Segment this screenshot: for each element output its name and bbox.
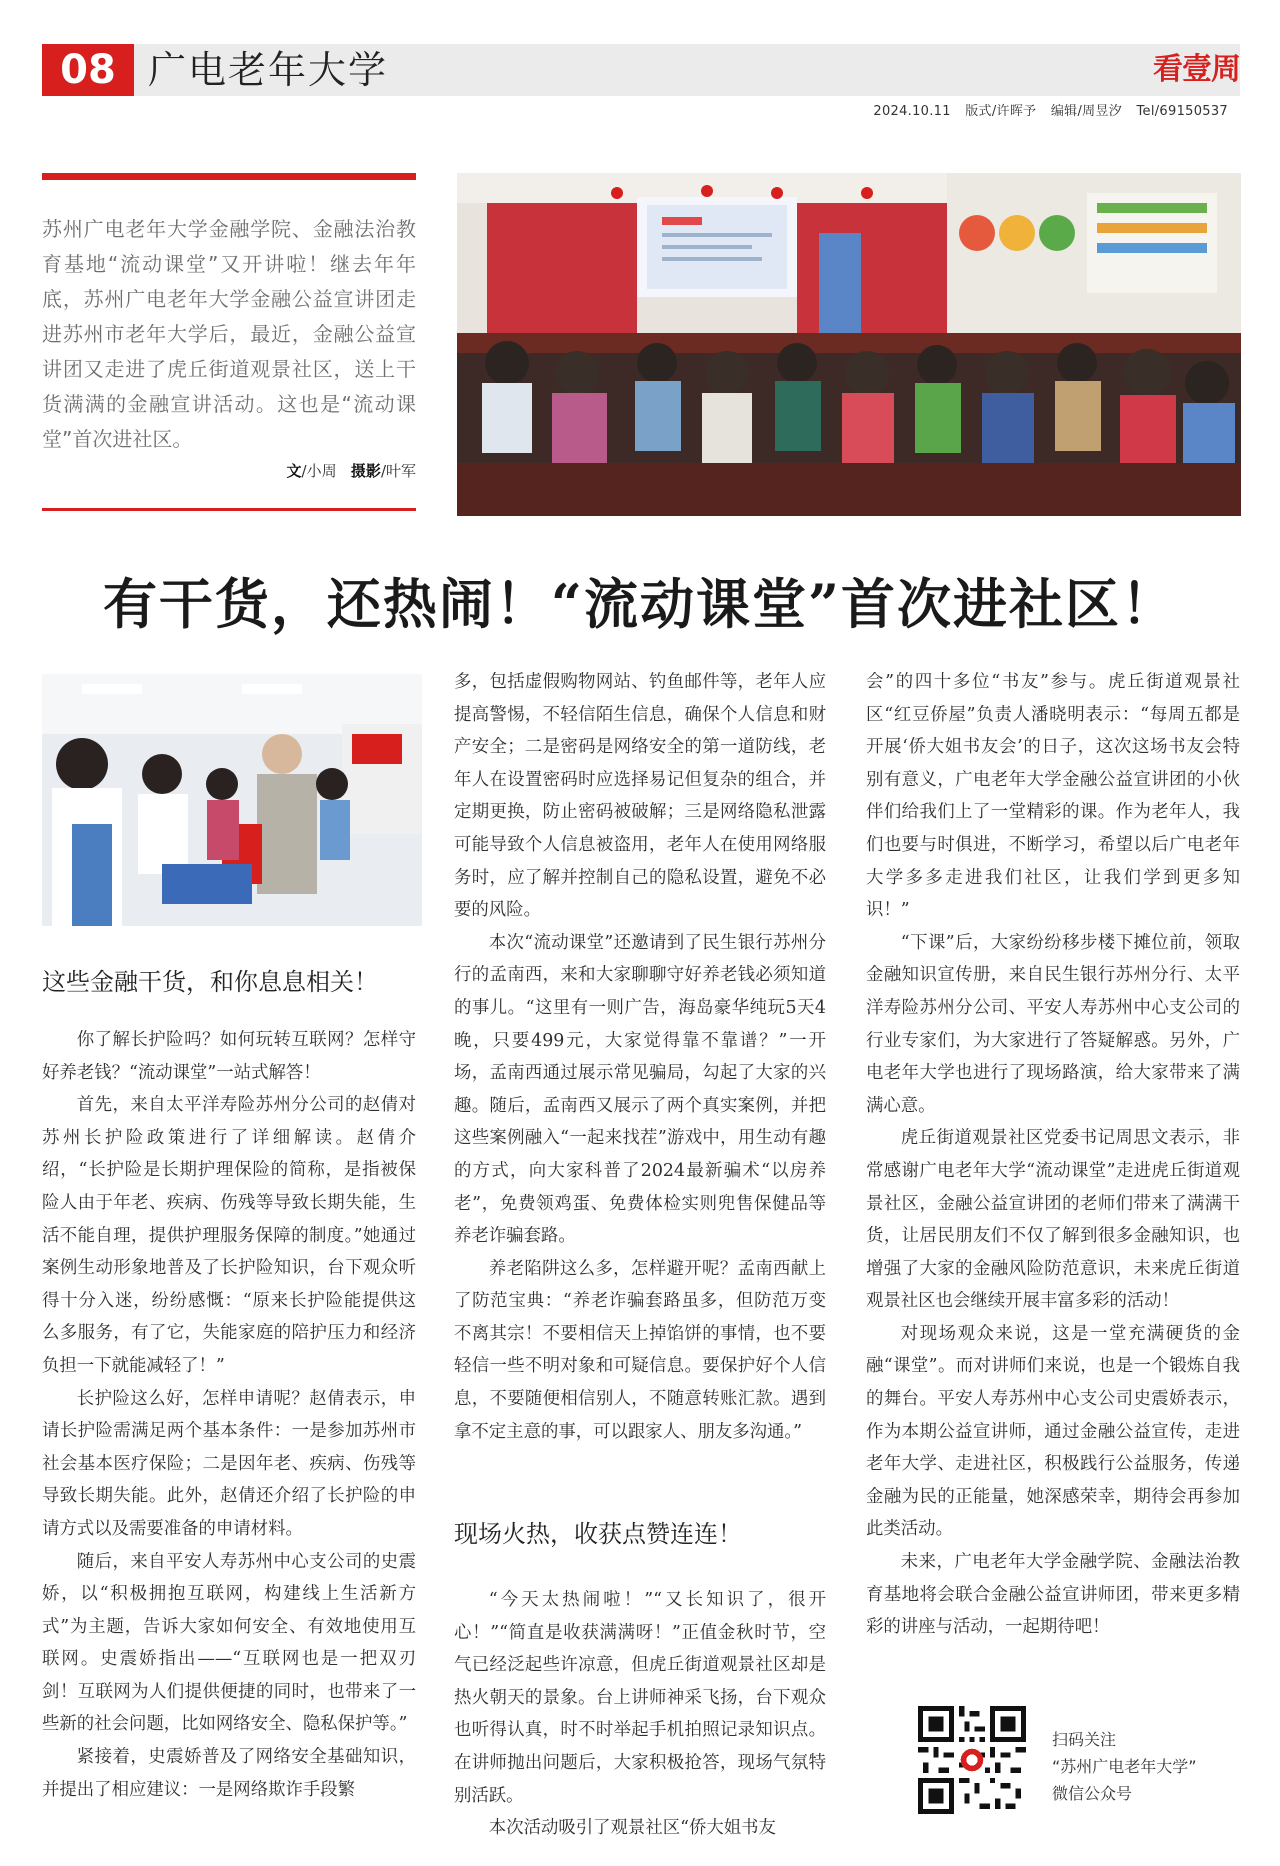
byline-text-name: /小周: [301, 462, 337, 480]
paragraph: 本次“流动课堂”还邀请到了民生银行苏州分行的孟南西，来和大家聊聊守好养老钱必须知道的事儿。“这里有一则广告，海岛豪华纯玩5天4晚，只要499元，大家觉得靠不靠谱？”一开场，孟南西通过展示常见骗局，勾起了大家的兴趣。随后，孟南西又展示了两个真实案例，并把这些案例融入“一起来找茬”游戏中，用生动有趣的方式，向大家科普了2024最新骗术“以房养老”，免费领鸡蛋、免费体检实则兜售保健品等养老诈骗套路。: [454, 932, 826, 1247]
qr-code[interactable]: [918, 1706, 1026, 1814]
paragraph: 多，包括虚假购物网站、钓鱼邮件等，老年人应提高警惕，不轻信陌生信息，确保个人信息和财产安全；二是密码是网络安全的第一道防线，老年人在设置密码时应选择易记但复杂的组合，并定期更换，防止密码被破解；三是网络隐私泄露可能导致个人信息被盗用，老年人在使用网络服务时，应了解并控制自己的隐私设置，避免不必要的风险。: [454, 672, 826, 921]
issue-date: 2024.10.11: [873, 104, 951, 119]
booth-photo: [42, 674, 422, 926]
section1-heading: 这些金融干货，和你息息相关！: [42, 968, 378, 996]
byline-photo-label: 摄影: [350, 462, 381, 480]
page-number: 08: [42, 44, 134, 96]
paragraph: “下课”后，大家纷纷移步楼下摊位前，领取金融知识宣传册，来自民生银行苏州分行、太平洋寿险苏州分公司、平安人寿苏州中心支公司的行业专家们，为大家进行了答疑解惑。另外，广电老年大学也进行了现场路演，给大家带来了满满心意。: [866, 932, 1240, 1116]
telephone: Tel/69150537: [1136, 104, 1228, 119]
paragraph: 紧接着，史震娇普及了网络安全基础知识，并提出了相应建议：一是网络欺诈手段繁: [42, 1747, 416, 1800]
byline-photo-name: /叶军: [380, 462, 416, 480]
paragraph: 长护险这么好，怎样申请呢？赵倩表示，申请长护险需满足两个基本条件：一是参加苏州市社会基本医疗保险；二是因年老、疾病、伤残等导致长期失能。此外，赵倩还介绍了长护险的申请方式以及需要准备的申请材料。: [42, 1388, 416, 1539]
layout-credit: 版式/许晖予: [965, 104, 1037, 119]
qr-caption-line: “苏州广电老年大学”: [1052, 1757, 1197, 1776]
header-meta: [863, 100, 1228, 119]
intro-top-rule: [42, 173, 416, 180]
paragraph: 养老陷阱这么多，怎样避开呢？孟南西献上了防范宝典：“养老诈骗套路虽多，但防范万变不离其宗！不要相信天上掉馅饼的事情，也不要轻信一些不明对象和可疑信息。要保护好个人信息，不要随便相信别人，不随意转账汇款。遇到拿不定主意的事，可以跟家人、朋友多沟通。”: [454, 1258, 826, 1442]
column-2-bottom: [454, 1584, 826, 1845]
qr-caption: [1052, 1726, 1197, 1807]
lecture-hall-photo: [457, 173, 1241, 516]
paragraph: 本次活动吸引了观景社区“侨大姐书友: [488, 1818, 776, 1839]
intro-lede: 苏州广电老年大学金融学院、金融法治教育基地“流动课堂”又开讲啦！继去年年底，苏州广电老年大学金融公益宣讲团走进苏州市老年大学后，最近，金融公益宣讲团又走进了虎丘街道观景社区，送上干货满满的金融宣讲活动。这也是“流动课堂”首次进社区。: [42, 217, 416, 451]
qr-caption-line: 微信公众号: [1052, 1784, 1133, 1803]
column-1: [42, 1024, 416, 1806]
intro-bottom-rule: [42, 508, 416, 511]
paragraph: 会”的四十多位“书友”参与。虎丘街道观景社区“红豆侨屋”负责人潘晓明表示：“每周五都是开展‘侨大姐书友会’的日子，这次这场书友会特别有意义，广电老年大学金融公益宣讲团的小伙伴们给我们上了一堂精彩的课。作为老年人，我们也要与时俱进，不断学习，希望以后广电老年大学多多走进我们社区，让我们学到更多知识！”: [866, 672, 1240, 921]
brand-logo: 看壹周: [1153, 52, 1240, 87]
paragraph: 虎丘街道观景社区党委书记周思文表示，非常感谢广电老年大学“流动课堂”走进虎丘街道观景社区，金融公益宣讲团的老师们带来了满满干货，让居民朋友们不仅了解到很多金融知识，也增强了大家的金融风险防范意识，未来虎丘街道观景社区也会继续开展丰富多彩的活动！: [866, 1128, 1240, 1312]
paragraph: 你了解长护险吗？如何玩转互联网？怎样守好养老钱？“流动课堂”一站式解答！: [42, 1030, 416, 1083]
headline: 有干货，还热闹！“流动课堂”首次进社区！: [102, 572, 1178, 636]
paragraph: 对现场观众来说，这是一堂充满硬货的金融“课堂”。而对讲师们来说，也是一个锻炼自我的舞台。平安人寿苏州中心支公司史震娇表示，作为本期公益宣讲师，通过金融公益宣传，走进老年大学、走进社区，积极践行公益服务，传递金融为民的正能量，她深感荣幸，期待会再参加此类活动。: [866, 1323, 1240, 1540]
byline: [287, 460, 416, 481]
column-2: [454, 666, 826, 1448]
qr-caption-line: 扫码关注: [1052, 1730, 1117, 1749]
section-title: 广电老年大学: [148, 48, 389, 92]
paragraph: “今天太热闹啦！”“又长知识了，很开心！”“简直是收获满满呀！”正值金秋时节，空气已经泛起些许凉意，但虎丘街道观景社区却是热火朝天的景象。台上讲师神采飞扬，台下观众也听得认真，时不时举起手机拍照记录知识点。在讲师抛出问题后，大家积极抢答，现场气氛特别活跃。: [454, 1590, 826, 1806]
editor-credit: 编辑/周昱汐: [1050, 104, 1123, 119]
byline-text-label: 文: [286, 462, 302, 480]
paragraph: 未来，广电老年大学金融学院、金融法治教育基地将会联合金融公益宣讲师团，带来更多精彩的讲座与活动，一起期待吧！: [866, 1552, 1240, 1638]
paragraph: 首先，来自太平洋寿险苏州分公司的赵倩对苏州长护险政策进行了详细解读。赵倩介绍，“长护险是长期护理保险的简称，是指被保险人由于年老、疾病、伤残等导致长期失能，生活不能自理，提供护理服务保障的制度。”她通过案例生动形象地普及了长护险知识，台下观众听得十分入迷，纷纷感慨：“原来长护险能提供这么多服务，有了它，失能家庭的陪护压力和经济负担一下就能减轻了！”: [42, 1095, 416, 1376]
column-3: [866, 666, 1240, 1644]
paragraph: 随后，来自平安人寿苏州中心支公司的史震娇，以“积极拥抱互联网，构建线上生活新方式”为主题，告诉大家如何安全、有效地使用互联网。史震娇指出——“互联网也是一把双刃剑！互联网为人们提供便捷的同时，也带来了一些新的社会问题，比如网络安全、隐私保护等。”: [42, 1551, 416, 1735]
section2-heading: 现场火热，收获点赞连连！: [454, 1520, 742, 1548]
